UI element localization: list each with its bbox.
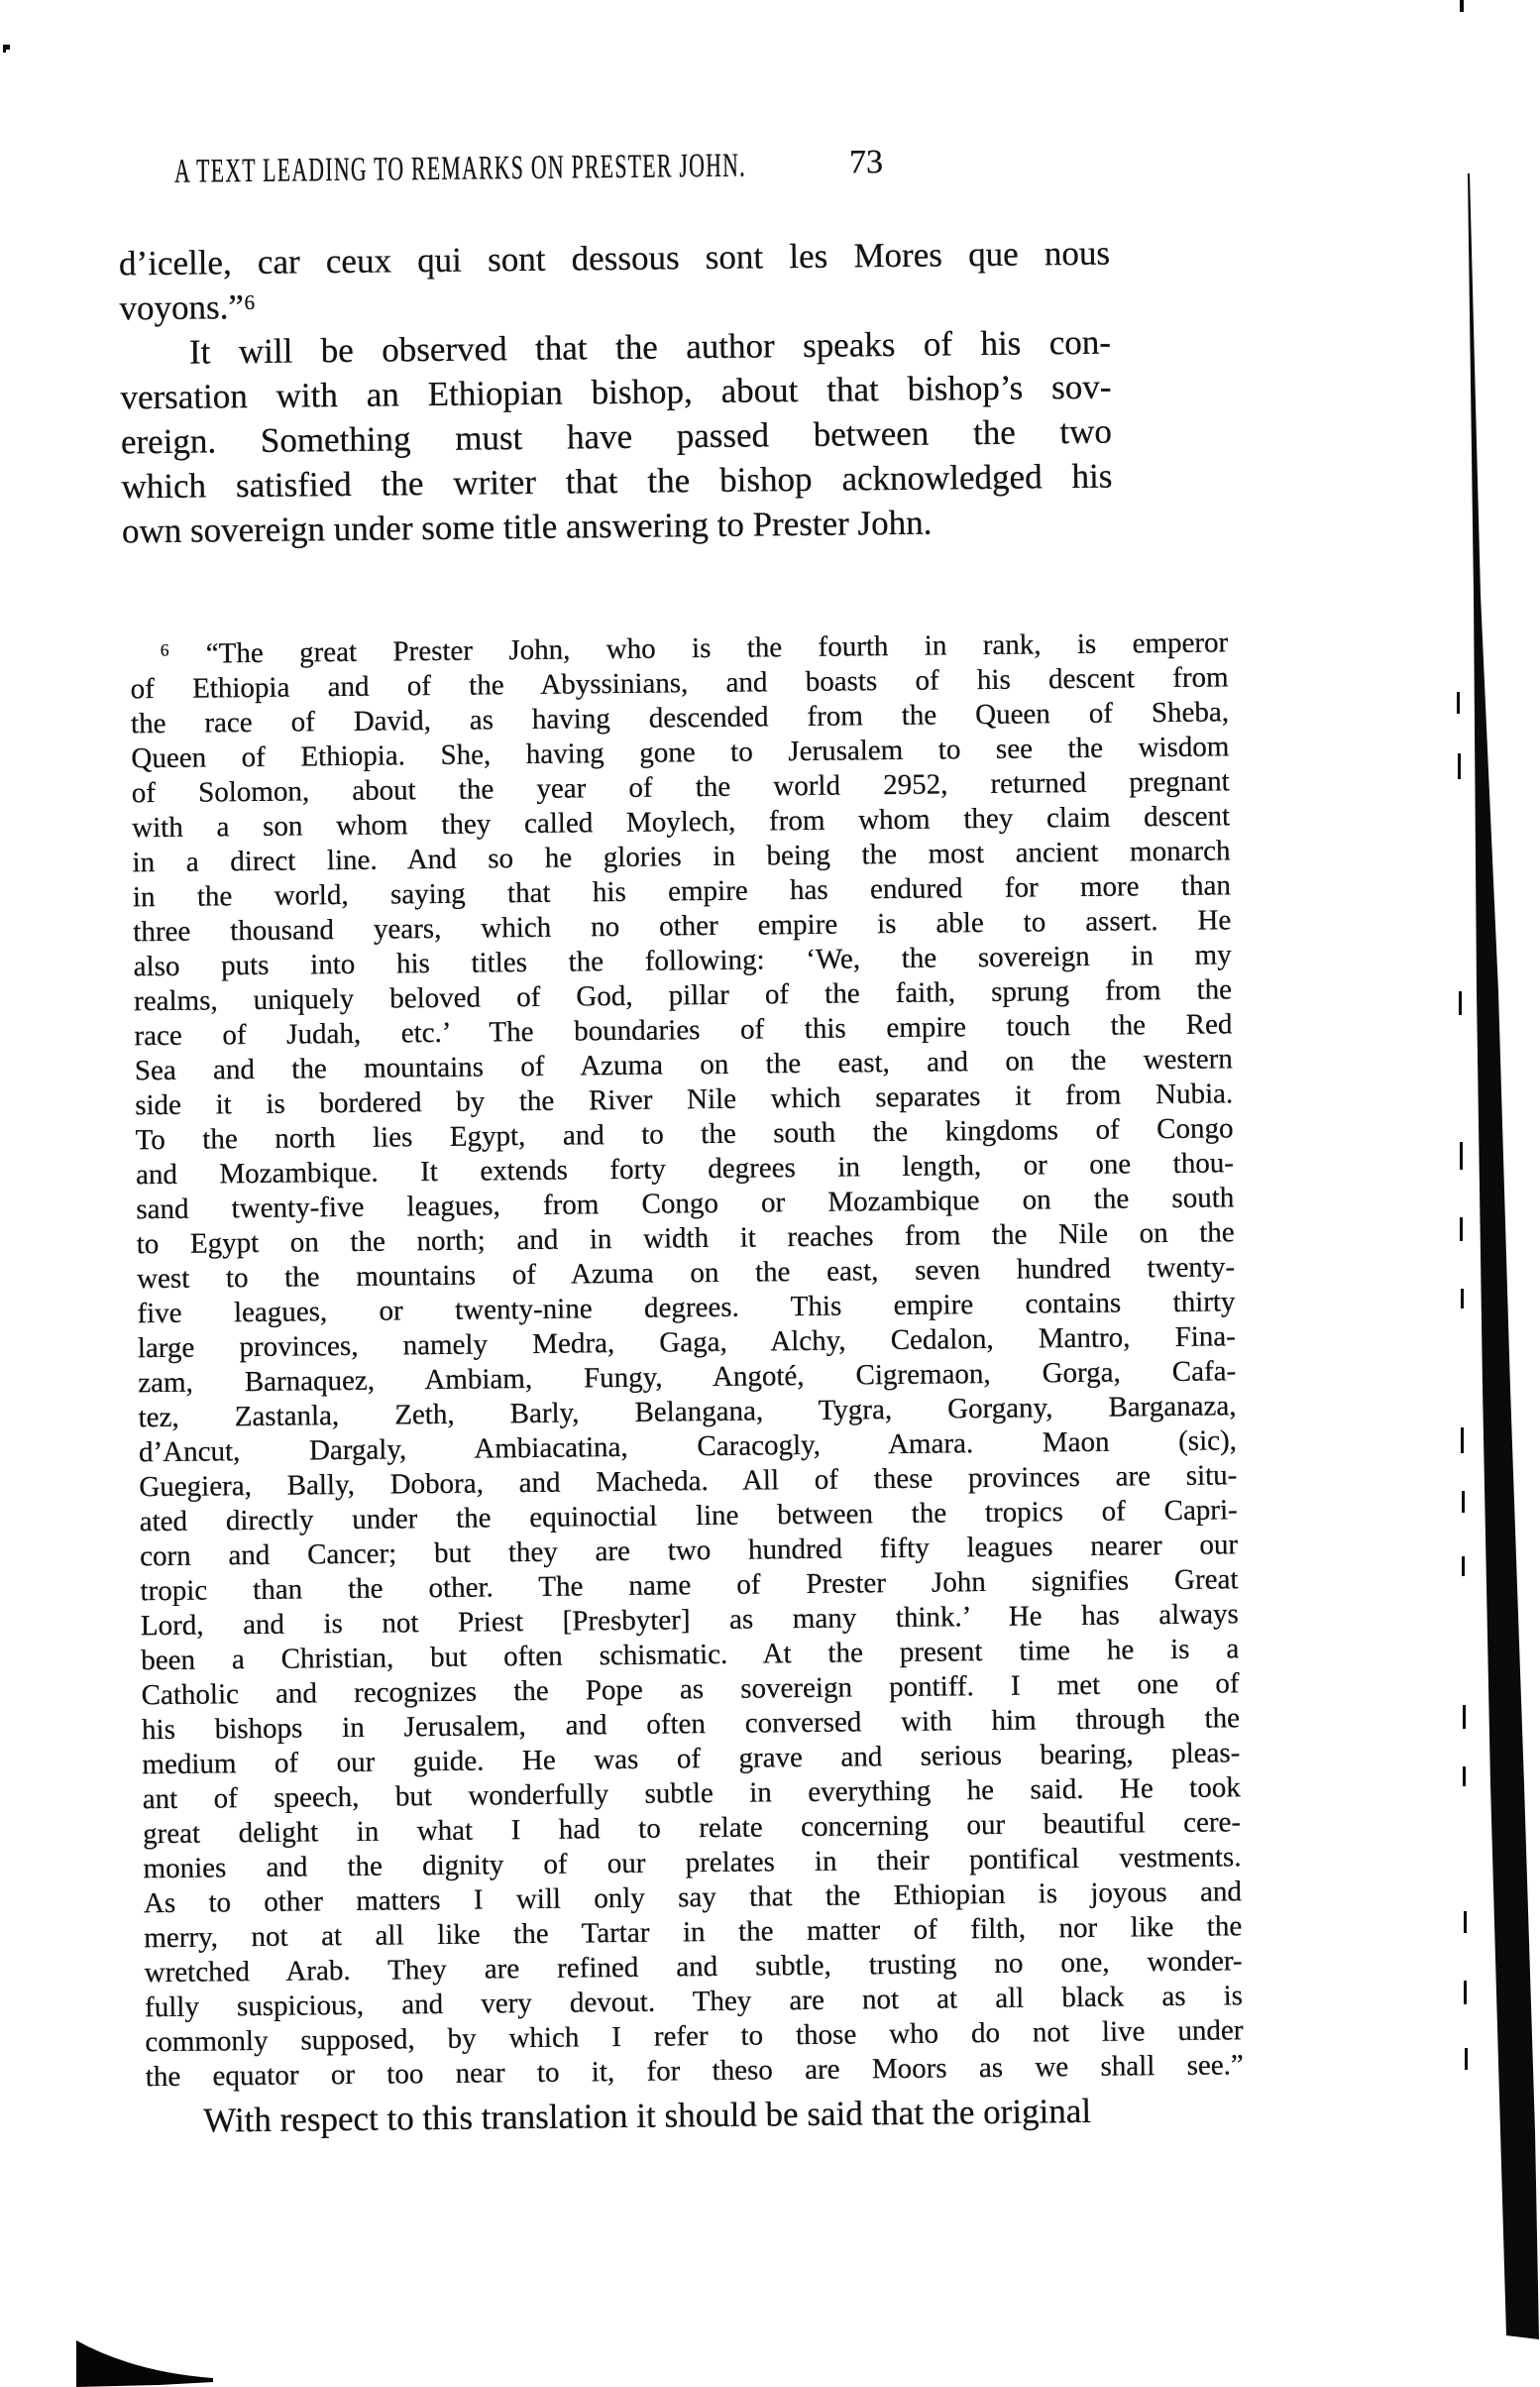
print-line: with a son whom they called Moylech, from whom they claim descent [132,800,1231,845]
print-line: d’Ancut, Dargaly, Ambiacatina, Caracogly, Amara. Maon (sic), [138,1424,1238,1469]
print-line: Catholic and recognizes the Pope as sovereign pontiff. I met one of [141,1667,1240,1712]
print-line: ated directly under the equinoctial line between the tropics of Capri- [139,1494,1238,1538]
print-line: medium of our guide. He was of grave and serious bearing, pleas- [142,1737,1241,1781]
print-line: his bishops in Jerusalem, and often conversed with him through the [141,1702,1241,1747]
print-line: It will be observed that the author speaks of his con- [188,322,1112,372]
print-line: and Mozambique. It extends forty degrees in length, or one thou- [135,1147,1235,1192]
print-line: ant of speech, but wonderfully subtle in everything he said. He took [142,1771,1241,1816]
print-line: versation with an Ethiopian bishop, about that bishop’s sov- [120,367,1112,417]
print-line: large provinces, namely Medra, Gaga, Alchy, Cedalon, Mantro, Fina- [137,1320,1236,1365]
print-line: of Ethiopia and of the Abyssinians, and boasts of his descent from [130,661,1229,706]
paragraph-observation [120,320,1113,554]
print-line: commonly supposed, by which I refer to those who do not live under [145,2014,1244,2059]
running-head-title: A TEXT LEADING TO REMARKS ON PRESTER JOHN. [173,147,747,190]
print-line: fully suspicious, and very devout. They are not at all black as is [144,1980,1244,2024]
print-line: To the north lies Egypt, and to the south the kingdoms of Congo [135,1112,1234,1157]
print-line: zam, Barnaquez, Ambiam, Fungy, Angoté, Cigremaon, Gorga, Cafa- [138,1355,1237,1400]
print-line: monies and the dignity of our prelates in their pontifical vestments. [143,1841,1242,1885]
print-line: Lord, and is not Priest [Presbyter] as many think.’ He has always [140,1598,1240,1643]
print-line: been a Christian, but often schismatic. At the present time he is a [141,1633,1240,1677]
print-line: also puts into his titles the following: ‘We, the sovereign in my [133,939,1232,983]
page-number: 73 [848,144,884,181]
print-line: own sovereign under some title answering to Prester John. [121,503,933,551]
paragraph-closing [139,2087,1259,2143]
print-line: ereign. Something must have passed between the two [120,411,1113,462]
print-line: realms, uniquely beloved of God, pillar of the faith, sprung from the [133,973,1233,1018]
print-line: to Egypt on the north; and in width it reaches from the Nile on the [136,1216,1235,1261]
print-line: merry, not at all like the Tartar in the matter of filth, nor like the [144,1910,1243,1955]
print-line: in the world, saying that his empire has endured for more than [132,869,1232,914]
print-line: tez, Zastanla, Zeth, Barly, Belangana, Tygra, Gorgany, Barganaza, [138,1390,1237,1434]
print-line: the race of David, as having descended from the Queen of Sheba, [130,696,1230,740]
print-line: three thousand years, which no other empire is able to assert. He [133,904,1232,949]
print-line: ⁶ “The great Prester John, who is the fourth in rank, is emperor [160,626,1229,670]
print-line: Guegiera, Bally, Dobora, and Macheda. All of these provinces are situ- [139,1459,1238,1504]
print-line: west to the mountains of Azuma on the east, seven hundred twenty- [136,1251,1236,1296]
print-line: five leagues, or twenty-nine degrees. This empire contains thirty [137,1286,1236,1330]
print-line: As to other matters I will only say that the Ethiopian is joyous and [143,1876,1243,1920]
print-line: wretched Arab. They are refined and subtle, trusting no one, wonder- [144,1945,1243,1989]
print-line: With respect to this translation it should be said that the original [203,2091,1092,2140]
print-line: voyons.”⁶ [119,286,257,328]
print-line: Sea and the mountains of Azuma on the east, and on the western [134,1043,1233,1087]
print-line: sand twenty-five leagues, from Congo or Mozambique on the south [136,1182,1235,1226]
paragraph-continuation-french-quote [119,231,1111,331]
print-line: tropic than the other. The name of Prester John signifies Great [140,1563,1239,1608]
print-line: side it is bordered by the River Nile which separates it from Nubia. [135,1078,1234,1122]
print-line: the equator or too near to it, for theso are Moors as we shall see.” [145,2049,1244,2094]
print-line: corn and Cancer; but they are two hundred fifty leagues nearer our [139,1529,1239,1573]
print-line: in a direct line. And so he glories in being the most ancient monarch [132,835,1231,879]
print-line: race of Judah, etc.’ The boundaries of this empire touch the Red [134,1008,1233,1053]
print-line: of Solomon, about the year of the world 2952, returned pregnant [131,765,1230,810]
print-line: Queen of Ethiopia. She, having gone to Jerusalem to see the wisdom [131,731,1230,775]
footnote-6-block [130,625,1244,2095]
print-line: great delight in what I had to relate concerning our beautiful cere- [143,1806,1242,1851]
print-line: which satisfied the writer that the bishop acknowledged his [121,456,1113,507]
print-line: d’icelle, car ceux qui sont dessous sont les Mores que nous [118,233,1111,284]
